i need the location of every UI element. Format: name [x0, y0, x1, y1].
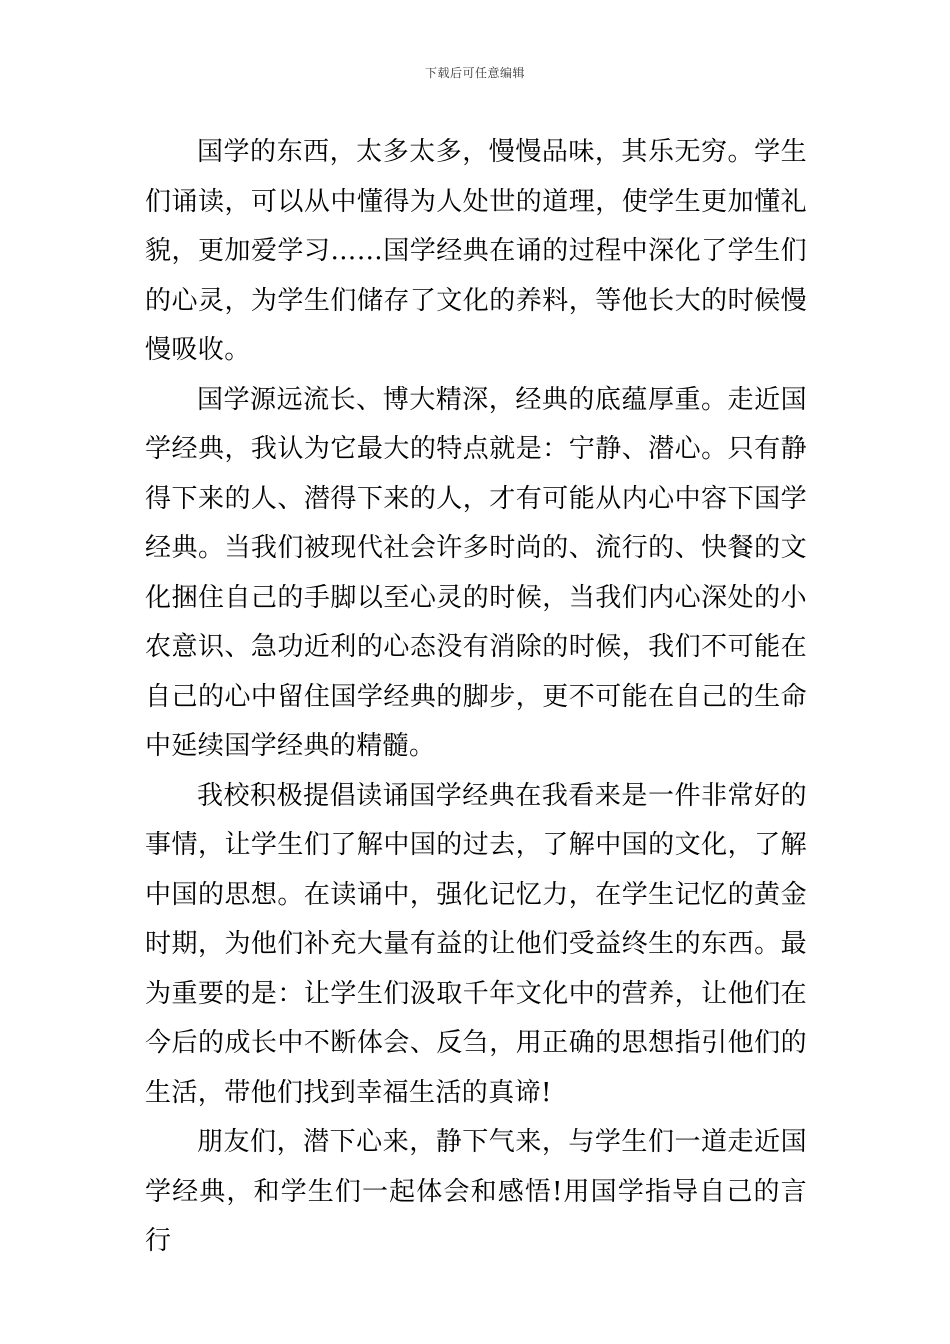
paragraph-3: 我校积极提倡读诵国学经典在我看来是一件非常好的事情，让学生们了解中国的过去，了解中国的文化，了解中国的思想。在读诵中，强化记忆力，在学生记忆的黄金时期，为他们补充大量有益的让他们受益终生的东西。最为重要的是：让学生们汲取千年文化中的营养，让他们在今后的成长中不断体会、反刍，用正确的思想指引他们的生活，带他们找到幸福生活的真谛!	[145, 780, 807, 1108]
paragraph-2: 国学源远流长、博大精深，经典的底蕴厚重。走近国学经典，我认为它最大的特点就是：宁静、潜心。只有静得下来的人、潜得下来的人，才有可能从内心中容下国学经典。当我们被现代社会许多时尚的、流行的、快餐的文化捆住自己的手脚以至心灵的时候，当我们内心深处的小农意识、急功近利的心态没有消除的时候，我们不可能在自己的心中留住国学经典的脚步，更不可能在自己的生命中延续国学经典的精髓。	[145, 384, 807, 761]
page-header: 下载后可任意编辑	[424, 66, 525, 80]
paragraph-1: 国学的东西，太多太多，慢慢品味，其乐无穷。学生们诵读，可以从中懂得为人处世的道理，使学生更加懂礼貌，更加爱学习……国学经典在诵的过程中深化了学生们的心灵，为学生们储存了文化的养料，等他长大的时候慢慢吸收。	[145, 137, 807, 365]
paragraph-4: 朋友们，潜下心来，静下气来，与学生们一道走近国学经典，和学生们一起体会和感悟!用国学指导自己的言行	[145, 1127, 807, 1256]
document-body	[145, 128, 807, 1267]
